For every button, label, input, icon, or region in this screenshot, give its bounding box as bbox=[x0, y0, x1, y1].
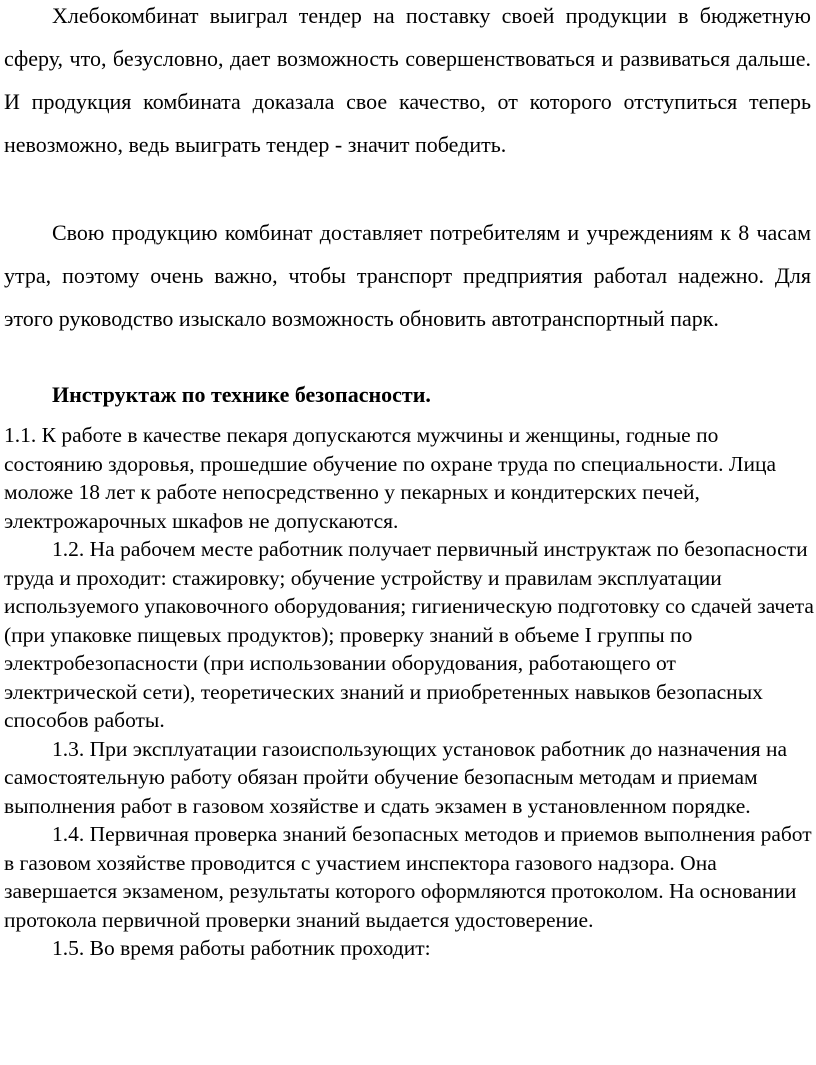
rule-item: 1.4. Первичная проверка знаний безопасных методов и приемов выполнения работ в газовом хозяйстве проводится с участием инспектора газового надзора. Она завершается экзаменом, результаты которого оформляются протоколом. На основании протокола первичной проверки знаний выдается удостоверение. bbox=[4, 822, 812, 932]
rule-item: 1.5. Во время работы работник проходит: bbox=[52, 936, 431, 960]
rule-item: 1.2. На рабочем месте работник получает первичный инструктаж по безопасности труда и проходит: стажировку; обучение устройству и правилам эксплуатации используемого упаковочного оборудования; гигиеническую подготовку со сдачей зачета (при упаковке пищевых продуктов); проверку знаний в объеме I группы по электробезопасности (при использовании оборудования, работающего от электрической сети), теоретических знаний и приобретенных навыков безопасных способов работы. bbox=[4, 537, 814, 732]
intro-paragraph-2: Свою продукцию комбинат доставляет потребителям и учреждениям к 8 часам утра, поэтому очень важно, чтобы транспорт предприятия работал надежно. Для этого руководство изыскало возможность обновить автотранспортный парк. bbox=[4, 220, 811, 331]
intro-paragraph-1: Хлебокомбинат выиграл тендер на поставку своей продукции в бюджетную сферу, что, безусловно, дает возможность совершенствоваться и развиваться дальше. И продукция комбината доказала свое качество, от которого отступиться теперь невозможно, ведь выиграть тендер - значит победить. bbox=[4, 3, 811, 157]
section-heading: Инструктаж по технике безопасности. bbox=[52, 382, 431, 407]
safety-rules-list bbox=[4, 421, 814, 963]
rule-item: 1.3. При эксплуатации газоиспользующих установок работник до назначения на самостоятельную работу обязан пройти обучение безопасным методам и приемам выполнения работ в газовом хозяйстве и сдать экзамен в установленном порядке. bbox=[4, 736, 788, 818]
rule-item: 1.1. К работе в качестве пекаря допускаются мужчины и женщины, годные по состоянию здоровья, прошедшие обучение по охране труда по специальности. Лица моложе 18 лет к работе непосредственно у пекарных и кондитерских печей, электрожарочных шкафов не допускаются. bbox=[4, 423, 777, 533]
